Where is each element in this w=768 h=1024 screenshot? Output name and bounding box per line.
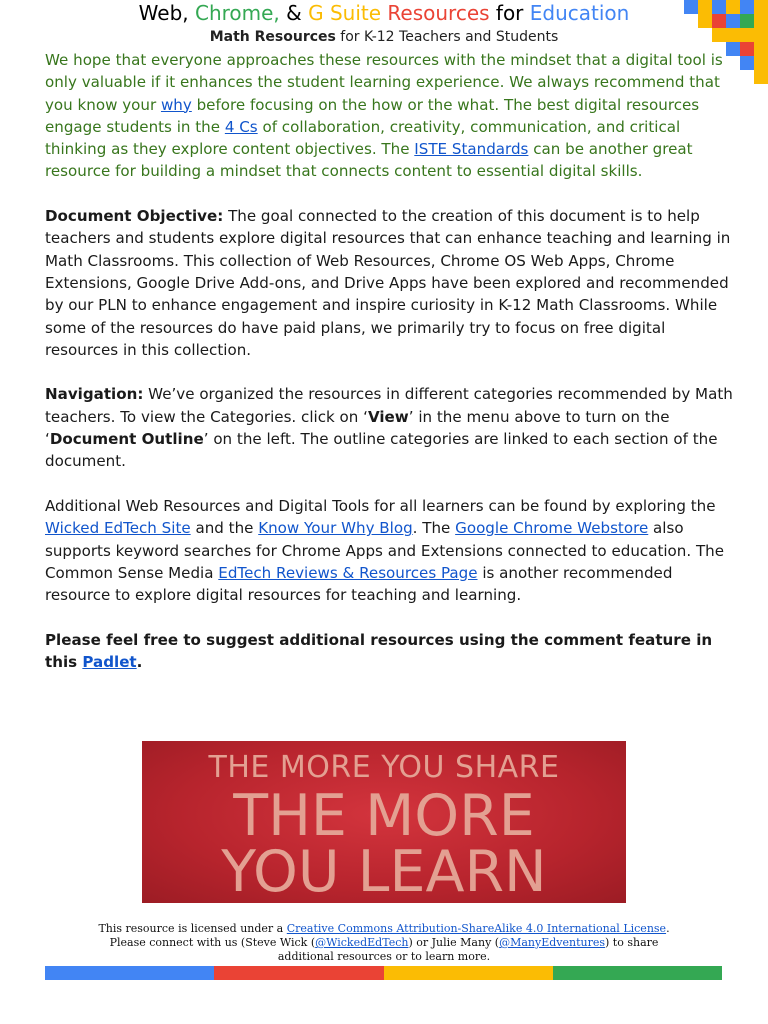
footer-line-1 [0,922,768,936]
intro-text-2: before focusing on the how or the what. The best digital resources engage students in the [45,95,700,136]
subtitle-bold: Math Resources [209,29,336,45]
intro-text-1: We hope that everyone approaches these resources with the mindset that a digital tool is only valuable if it enhances the student learning experience. We always recommend that you know your [45,51,723,114]
suggest-text: Please feel free to suggest additional resources using the comment feature in this [45,630,713,672]
share-learn-banner-image [142,741,626,903]
navigation-text-3: ’ on the left. The outline categories are linked to each section of the document. [45,430,718,471]
why-link[interactable]: why [160,95,192,114]
title-part: Web, [138,1,195,25]
document-body [45,49,735,696]
navigation-text-2: ’ in the menu above to turn on the ‘ [45,407,670,449]
additional-text-1: Additional Web Resources and Digital Tools for all learners can be found by exploring the [45,496,716,515]
additional-text-2: and the [190,519,259,538]
cc-license-link[interactable]: Creative Commons Attribution-ShareAlike 4.0 International License [286,922,667,935]
title-part: G Suite [308,1,388,25]
license-footer [0,922,768,964]
wicked-edtech-twitter-link[interactable]: @WickedEdTech [315,936,409,949]
stripe-yellow [384,966,553,980]
banner-line-2: THE MORE [233,783,535,849]
title-part: & [286,1,309,25]
wicked-edtech-site-link[interactable]: Wicked EdTech Site [45,519,191,538]
additional-text-4: also supports keyword searches for Chrome Apps and Extensions connected to education. The Common Sense Media [45,519,725,582]
additional-text-5: is another recommended resource to explore digital resources for teaching and learning. [45,563,673,605]
iste-standards-link[interactable]: ISTE Standards [414,140,529,159]
know-your-why-blog-link[interactable]: Know Your Why Blog [258,519,413,538]
banner-line-3: YOU LEARN [221,839,547,903]
suggest-paragraph [45,629,735,674]
suggest-end: . [136,653,143,672]
footer-line-2 [0,936,768,950]
title-part: Resources [387,1,496,25]
footer-text-1: This resource is licensed under a [98,922,287,935]
navigation-paragraph [45,383,735,472]
corner-square [754,70,768,84]
navigation-label: Navigation: [45,385,144,404]
document-outline-term: Document Outline [49,430,204,449]
color-stripe-bar [45,966,722,980]
stripe-blue [45,966,214,980]
title-part: for [495,1,530,25]
objective-paragraph [45,205,735,361]
objective-label: Document Objective: [45,207,224,226]
objective-text: The goal connected to the creation of this document is to help teachers and students explore digital resources that can enhance teaching and learning in Math Classrooms. This collection of Web Resources, Chrome OS Web Apps, Chrome Extensions, Google Drive Add-ons, and Drive Apps have been explored and recommended by our PLN to enhance engagement and inspire curiosity in K-12 Math Classrooms. While some of the resources do have paid plans, we primarily try to focus on free digital resources in this collection. [45,207,731,359]
navigation-text-1: We’ve organized the resources in different categories recommended by Math teachers. To view the Categories. click on ‘ [45,385,733,426]
footer-text-4: ) or Julie Many ( [408,936,500,949]
intro-text-4: can be another great resource for building a mindset that connects content to essential digital skills. [45,140,693,181]
title-part: Chrome, [194,1,287,25]
edtech-reviews-link[interactable]: EdTech Reviews & Resources Page [218,563,478,582]
corner-square [740,56,754,70]
intro-text-3: of collaboration, creativity, communication, and critical thinking as they explore content objectives. The [45,117,681,159]
4cs-link[interactable]: 4 Cs [224,117,258,136]
subtitle-rest: for K-12 Teachers and Students [335,29,559,45]
footer-text-5: ) to share [605,936,659,949]
stripe-green [553,966,722,980]
additional-resources-paragraph [45,495,735,606]
many-edventures-twitter-link[interactable]: @ManyEdventures [499,936,606,949]
padlet-link[interactable]: Padlet [82,653,137,672]
view-menu-term: View [367,407,409,426]
banner-line-1: THE MORE YOU SHARE [208,750,560,785]
additional-text-3: . The [412,519,456,538]
chrome-webstore-link[interactable]: Google Chrome Webstore [455,519,649,538]
corner-square [754,56,768,70]
footer-text-3: Please connect with us (Steve Wick ( [109,936,316,949]
stripe-red [214,966,383,980]
footer-text-2: . [666,922,670,935]
intro-paragraph [45,49,735,183]
title-part: Education [529,1,630,25]
footer-line-3: additional resources or to learn more. [277,950,491,963]
page-title [0,0,768,26]
page-subtitle [0,27,768,47]
